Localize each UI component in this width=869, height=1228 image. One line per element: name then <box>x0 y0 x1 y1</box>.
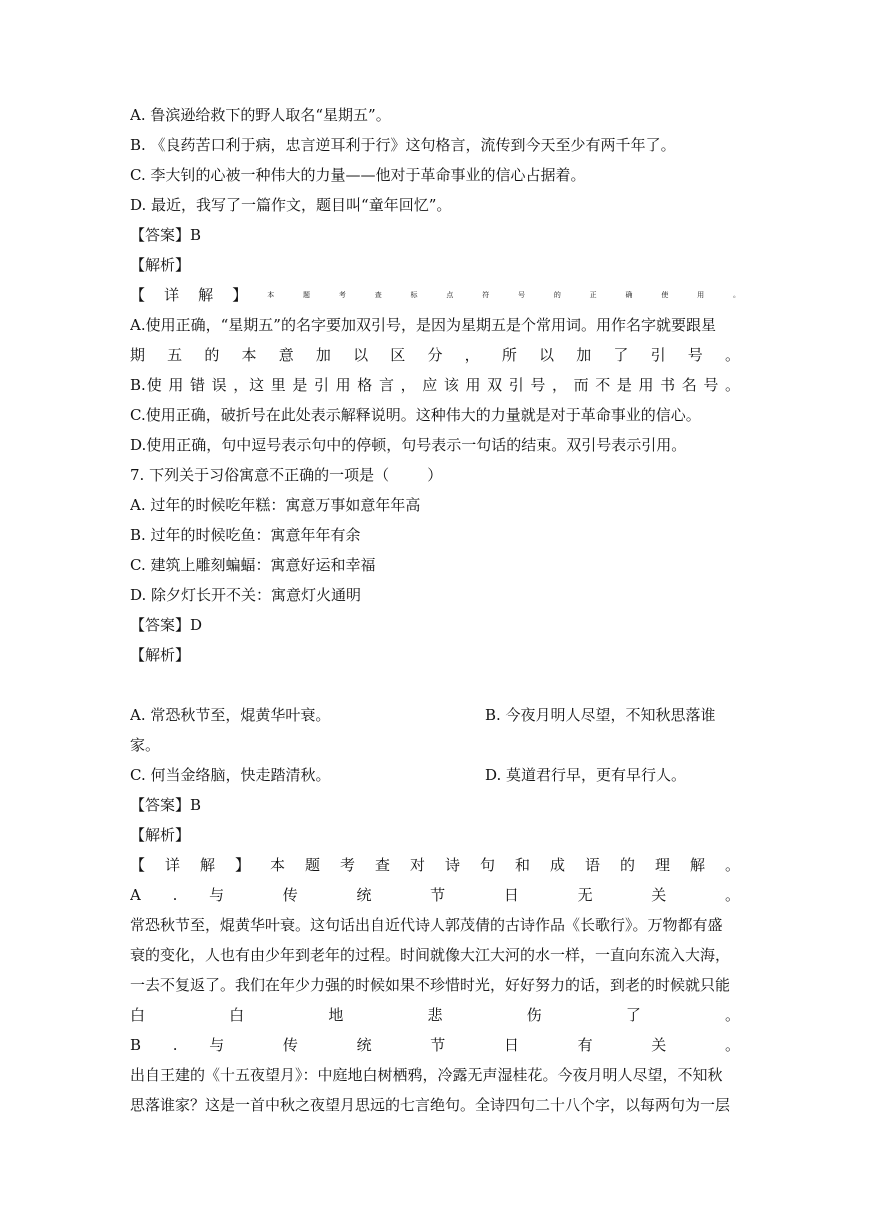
q6-explain-a-2: 期 五 的 本 意 加 以 区 分 ， 所 以 加 了 引 号 。 <box>130 346 740 364</box>
q8-explain-a-4: 白 白 地 悲 伤 了 。 <box>130 1006 740 1024</box>
q6-analysis-label: 【解析】 <box>130 256 191 274</box>
q8-stem <box>130 670 740 700</box>
q6-detail-head: 【 详 解 】 <box>130 286 248 304</box>
q7-option-b: B. 过年的时候吃鱼：寓意年年有余 <box>130 526 361 544</box>
q8-options-row-1 <box>130 700 740 730</box>
q7-option-c: C. 建筑上雕刻蝙蝠：寓意好运和幸福 <box>130 556 376 574</box>
q6-detail-tail: 本 题 考 查 标 点 符 号 的 正 确 使 用 。 <box>267 291 740 299</box>
q7-analysis-label: 【解析】 <box>130 646 191 664</box>
q7-stem: 7. 下列关于习俗寓意不正确的一项是（ ） <box>130 466 443 484</box>
q8-explain-a-1: 常恐秋节至，焜黄华叶衰。这句话出自近代诗人郭茂倩的古诗作品《长歌行》。万物都有盛 <box>130 916 723 934</box>
q8-analysis-label: 【解析】 <box>130 826 191 844</box>
q8-explain-b-1: 出自王建的《十五夜望月》：中庭地白树栖鸦，冷露无声湿桂花。今夜月明人尽望，不知秋 <box>130 1066 723 1084</box>
q6-detail-line <box>130 280 740 310</box>
q8-explain-b-head: B . 与 传 统 节 日 有 关 。 <box>130 1036 740 1054</box>
q7-option-a: A. 过年的时候吃年糕：寓意万事如意年年高 <box>130 496 421 514</box>
q8-explain-b-2: 思落谁家？这是一首中秋之夜望月思远的七言绝句。全诗四句二十八个字，以每两句为一层 <box>130 1096 731 1114</box>
q6-explain-c: C.使用正确，破折号在此处表示解释说明。这种伟大的力量就是对于革命事业的信心。 <box>130 406 701 424</box>
q6-explain-b: B.使 用 错 误 ，这 里 是 引 用 格 言 ， 应 该 用 双 引 号 ， 而 不 是 用 书 名 号 。 <box>130 376 740 394</box>
q6-option-b: B. 《良药苦口利于病，忠言逆耳利于行》这句格言，流传到今天至少有两千年了。 <box>130 136 676 154</box>
q8-option-c: C. 何当金络脑，快走踏清秋。 <box>130 766 331 784</box>
q8-option-b-cont: 家。 <box>130 736 161 754</box>
q8-option-b: B. 今夜月明人尽望，不知秋思落谁 <box>485 706 716 724</box>
document-page <box>130 100 740 1120</box>
q8-options-row-2 <box>130 760 740 790</box>
q6-explain-a-1: A.使用正确，“星期五”的名字要加双引号，是因为星期五是个常用词。用作名字就要跟星 <box>130 316 716 334</box>
q6-option-d: D. 最近，我写了一篇作文，题目叫“童年回忆”。 <box>130 196 452 214</box>
q7-option-d: D. 除夕灯长开不关：寓意灯火通明 <box>130 586 362 604</box>
q8-explain-a-2: 衰的变化，人也有由少年到老年的过程。时间就像大江大河的水一样，一直向东流入大海， <box>130 946 731 964</box>
q8-answer: 【答案】B <box>130 796 202 814</box>
q8-option-d: D. 莫道君行早，更有早行人。 <box>485 766 687 784</box>
q6-explain-d: D.使用正确，句中逗号表示句中的停顿，句号表示一句话的结束。双引号表示引用。 <box>130 436 687 454</box>
q8-option-a: A. 常恐秋节至，焜黄华叶衰。 <box>130 706 331 724</box>
q6-option-a: A. 鲁滨逊给救下的野人取名“星期五”。 <box>130 106 391 124</box>
q8-explain-a-3: 一去不复返了。我们在年少力强的时候如果不珍惜时光，好好努力的话，到老的时候就只能 <box>130 976 731 994</box>
q7-answer: 【答案】D <box>130 616 203 634</box>
q6-option-c: C. 李大钊的心被一种伟大的力量——他对于革命事业的信心占据着。 <box>130 166 586 184</box>
q8-detail-line: 【 详 解 】 本 题 考 查 对 诗 句 和 成 语 的 理 解 。 <box>130 856 740 874</box>
q8-explain-a-head: A . 与 传 统 节 日 无 关 。 <box>130 886 740 904</box>
q6-answer: 【答案】B <box>130 226 202 244</box>
